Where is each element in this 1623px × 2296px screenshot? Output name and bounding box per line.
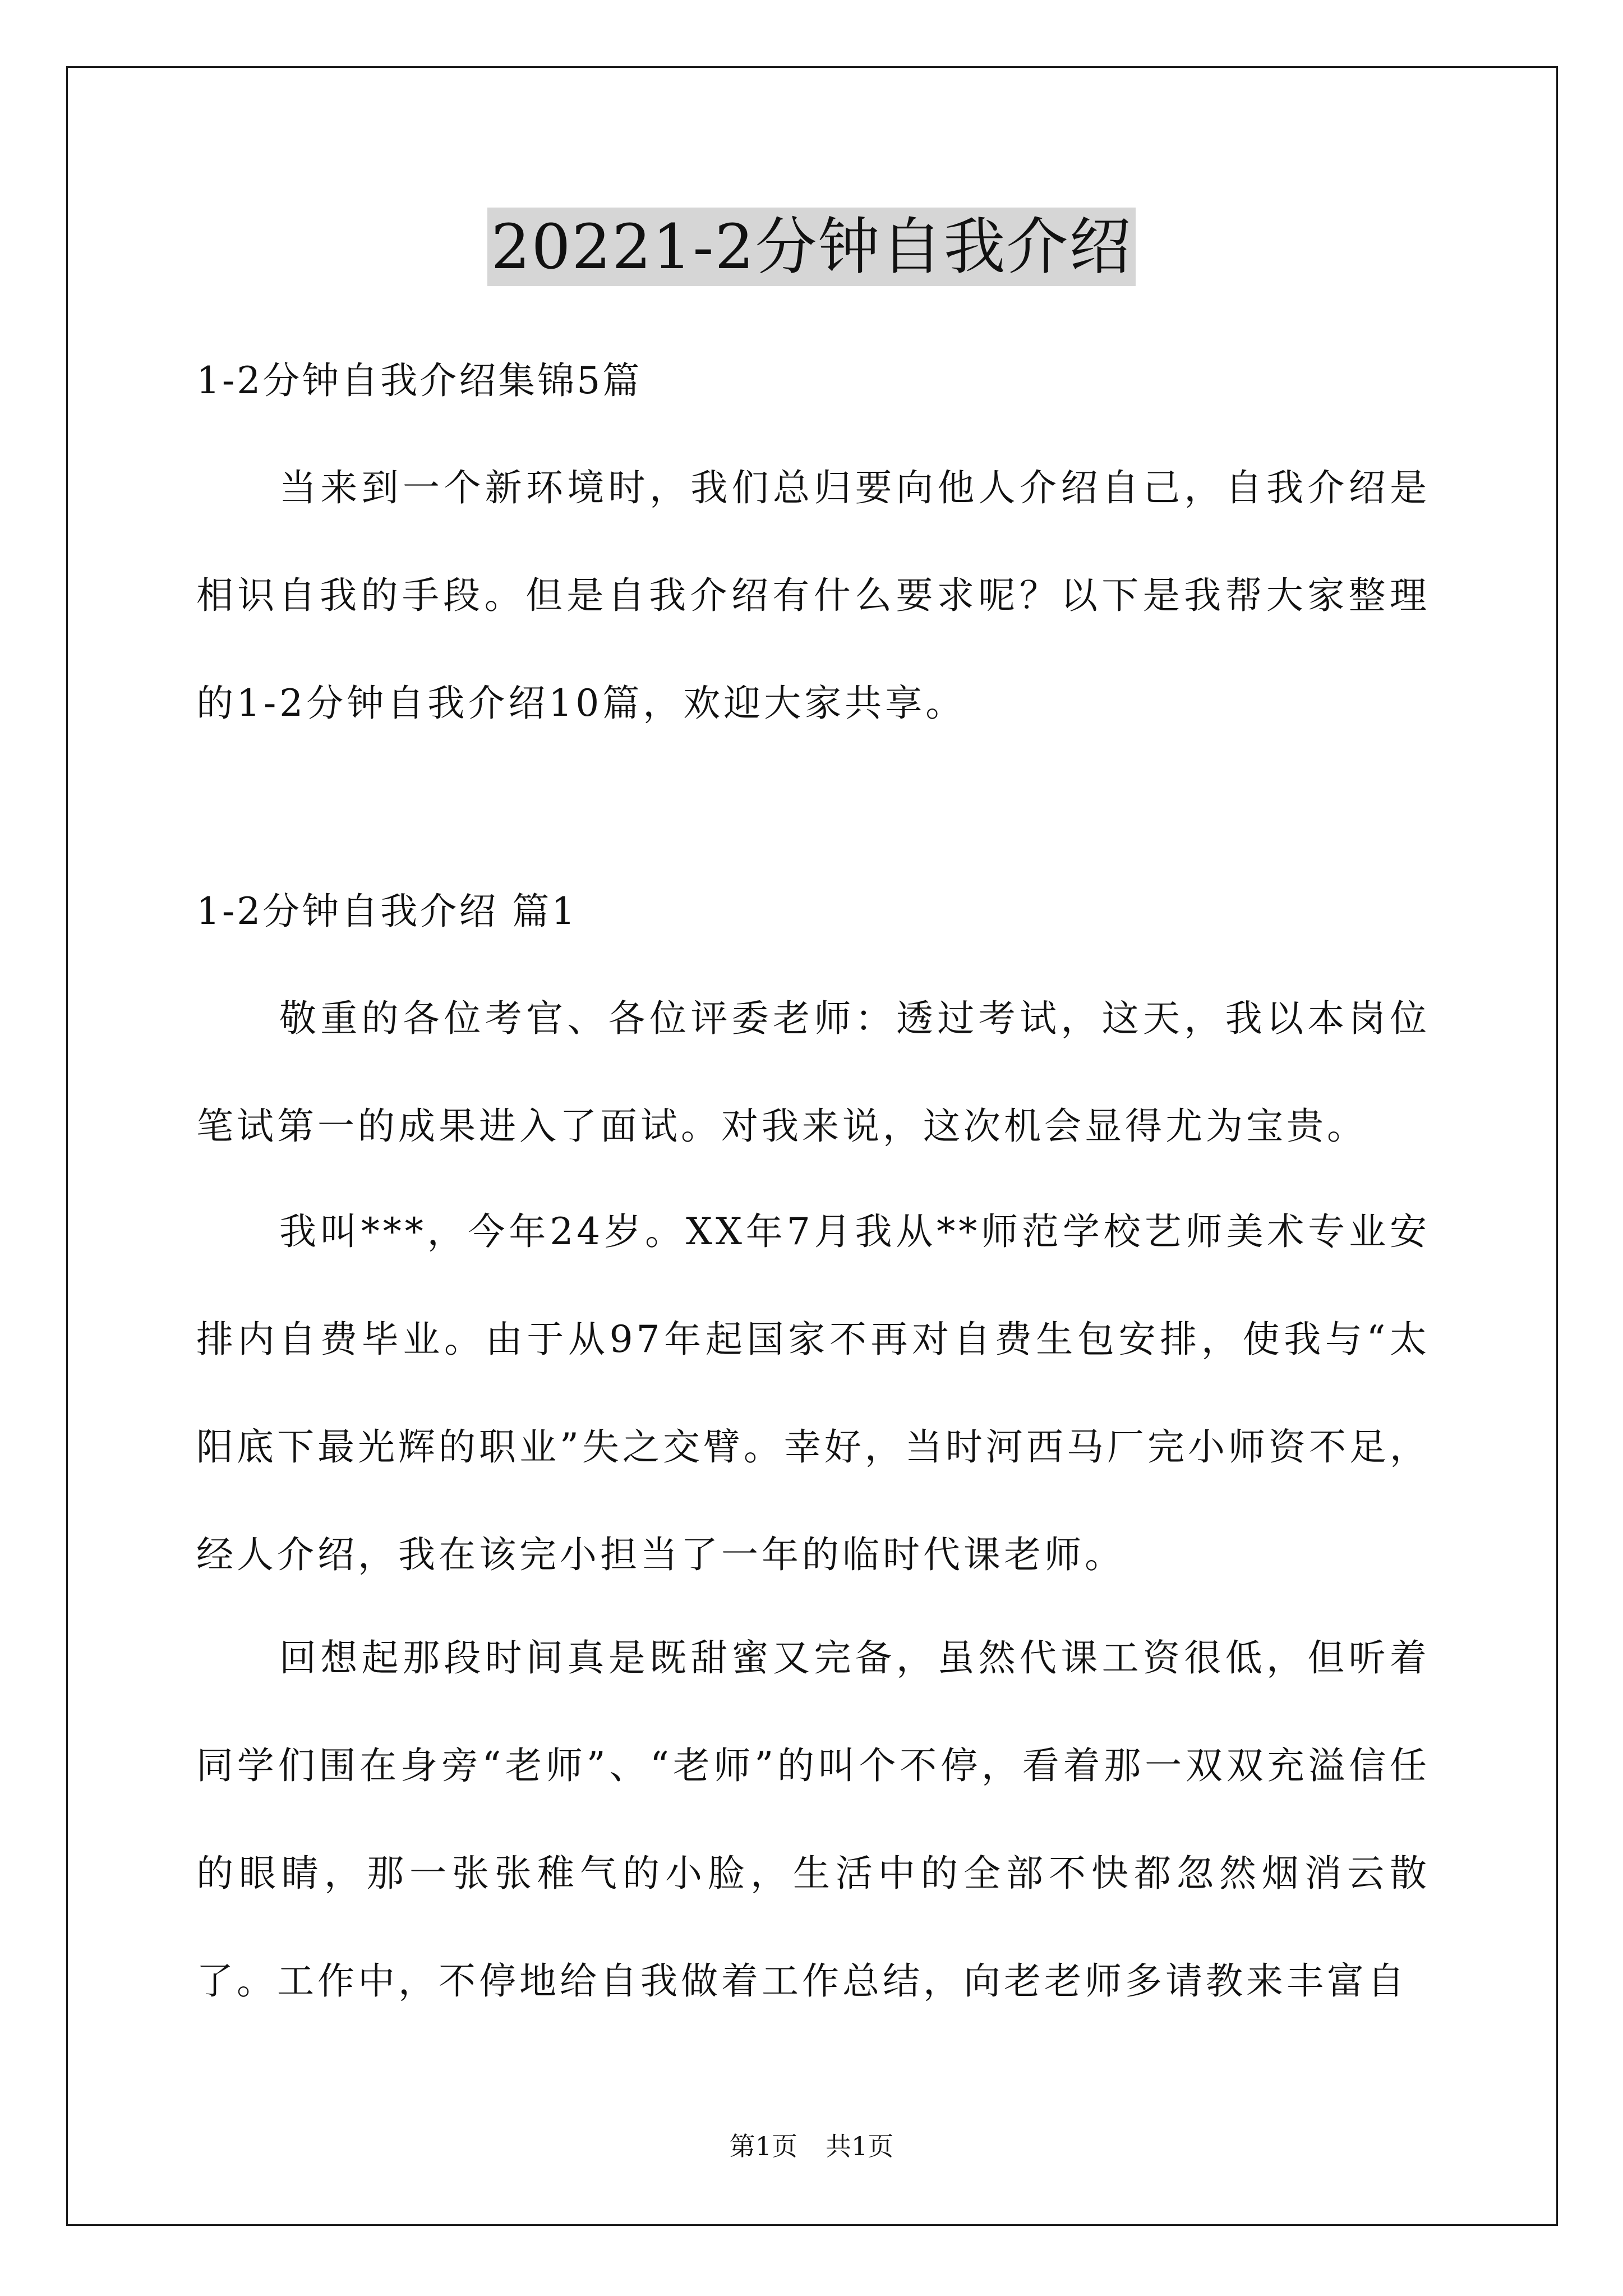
page-footer xyxy=(0,2126,1623,2163)
document-subtitle: 1-2分钟自我介绍集锦5篇 xyxy=(196,359,642,402)
page-number-total: 共1页 xyxy=(826,2131,894,2161)
title-container xyxy=(0,208,1623,286)
intro-paragraph: 当来到一个新环境时，我们总归要向他人介绍自己，自我介绍是相识自我的手段。但是自我介绍有什么要求呢？以下是我帮大家整理的1-2分钟自我介绍10篇，欢迎大家共享。 xyxy=(196,466,1430,725)
paragraph-3: 回想起那段时间真是既甜蜜又完备，虽然代课工资很低，但听着同学们围在身旁“老师”、“老师”的叫个不停，看着那一双双充溢信任的眼睛，那一张张稚气的小脸，生活中的全部不快都忽然烟消云散了。工作中，不停地给自我做着工作总结，向老老师多请教来丰富自 xyxy=(196,1636,1430,2003)
document-title: 20221-2分钟自我介绍 xyxy=(487,208,1135,286)
section-heading: 1-2分钟自我介绍 篇1 xyxy=(196,890,578,933)
paragraph-2: 我叫***，今年24岁。XX年7月我从**师范学校艺师美术专业安排内自费毕业。由于从97年起国家不再对自费生包安排，使我与“太阳底下最光辉的职业”失之交臂。幸好，当时河西马厂完小师资不足，经人介绍，我在该完小担当了一年的临时代课老师。 xyxy=(196,1210,1430,1576)
paragraph-1: 敬重的各位考官、各位评委老师：透过考试，这天，我以本岗位笔试第一的成果进入了面试。对我来说，这次机会显得尤为宝贵。 xyxy=(196,997,1430,1148)
page-number-current: 第1页 xyxy=(729,2131,797,2161)
